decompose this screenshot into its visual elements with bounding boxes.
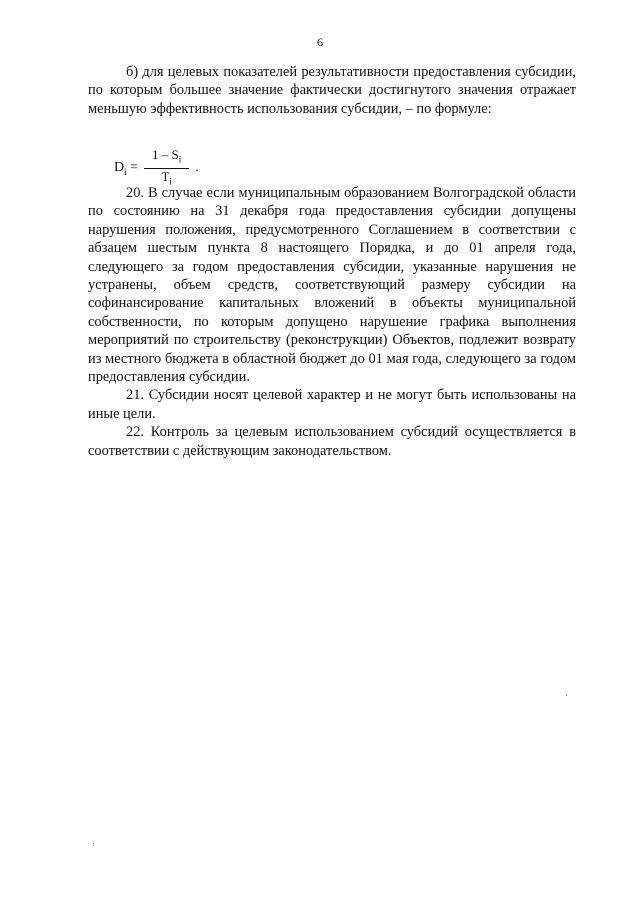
paragraph-b: б) для целевых показателей результативности предоставления субсидии, по которым большее значение фактически достигнутого значения отражает меньшую эффективность использования субсидии, – по формуле: [88,64,576,117]
formula-numerator-text: 1 – S [152,146,179,162]
scan-speck [566,695,567,696]
formula-denominator-sub: i [169,176,172,187]
formula-fraction [144,148,189,188]
numbered-paragraphs [88,184,576,460]
formula-numerator [144,148,189,169]
paragraph-22: 22. Контроль за целевым использованием субсидий осуществляется в соответствии с действующим законодательством. [88,424,576,459]
formula-equals: = [130,159,139,175]
page-number: 6 [317,35,323,49]
formula-numerator-sub: i [178,154,182,165]
formula-di [114,146,199,187]
paragraph-b-block [88,63,576,118]
paragraph-20: 20. В случае если муниципальным образованием Волгоградской области по состоянию на 31 декабря года предоставления субсидии допущены нарушения положения, предусмотренного Соглашением в соответствии с абзацем шестым пункта 8 настоящего Порядка, и до 01 апреля года, следующего за годом предоставления субсидии, указанные нарушения не устранены, объем средств, соответствующий размеру субсидии на софинансирование капитальных вложений в объекты муниципальной собственности, по которым допущено нарушение графика выполнения мероприятий по строительству (реконструкции) Объектов, подлежит возврату из местного бюджета в областной бюджет до 01 мая года, следующего за годом предоставления субсидии. [88,185,576,386]
formula-denominator-text: T [161,168,170,184]
formula-lhs-sub: i [124,166,127,177]
formula-lhs [114,160,138,177]
formula-period: . [195,160,199,175]
scan-speck [93,843,94,844]
paragraph-21: 21. Субсидии носят целевой характер и не могут быть использованы на иные цели. [88,387,576,422]
formula-lhs-var: D [114,159,125,175]
